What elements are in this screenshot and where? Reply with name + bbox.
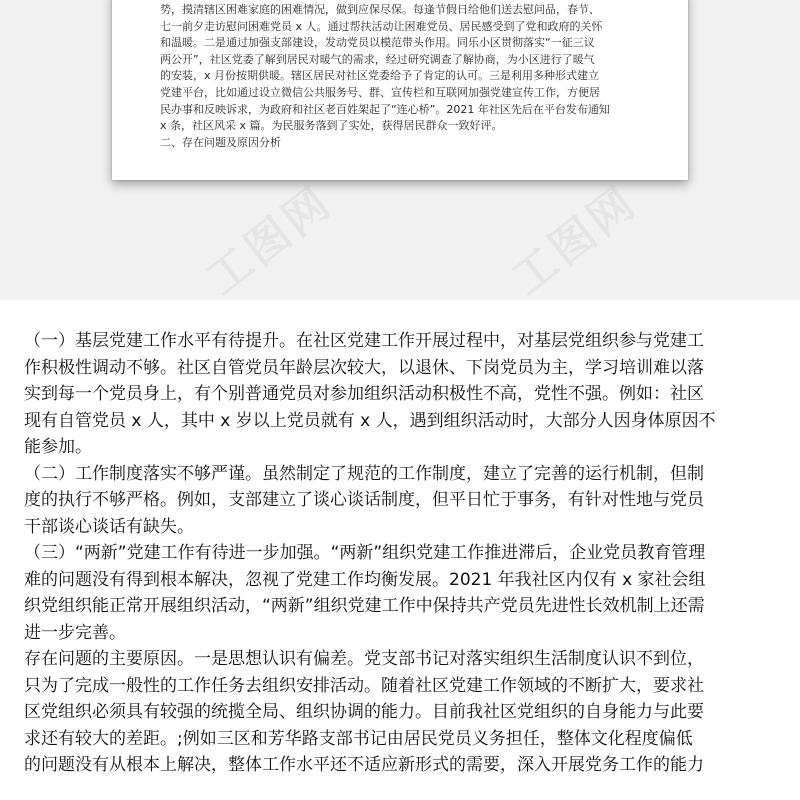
paragraph-line: 进一步完善。 (24, 622, 126, 643)
preview-line: 势，摸清辖区困难家庭的困难情况，做到应保尽保。每逢节假日给他们送去慰问品，春节、 (160, 3, 600, 16)
paragraph-line: 度的执行不够严格。例如，支部建立了谈心谈话制度，但平日忙于事务，有针对性地与党员 (24, 490, 704, 510)
preview-line: x 条，社区风采 x 篇。为民服务落到了实处，获得居民群众一致好评。 (160, 119, 503, 133)
paragraph-line: 织党组织能正常开展组织活动，“两新”组织党建工作中保持共产党员先进性长效机制上还需 (24, 596, 705, 616)
paragraph-line: 作积极性调动不够。社区自管党员年龄层次较大，以退休、下岗党员为主，学习培训难以落 (24, 357, 704, 378)
paragraph-line: （三）“两新”党建工作有待进一步加强。“两新”组织党建工作推进滞后，企业党员教育管理 (24, 543, 706, 563)
watermark: 工图网 (197, 176, 343, 305)
main-text (24, 328, 780, 779)
paragraph-line: 的问题没有从根本上解决，整体工作水平还不适应新形式的需要，深入开展党务工作的能力 (24, 755, 704, 775)
paragraph-line: 存在问题的主要原因。一是思想认识有偏差。党支部书记对落实组织生活制度认识不到位， (24, 649, 704, 669)
document-preview-card (112, 0, 688, 180)
preview-section-heading: 二、存在问题及原因分析 (160, 135, 281, 149)
preview-text (160, 0, 650, 151)
paragraph-line: 能参加。 (24, 437, 92, 457)
watermark: 工图网 (502, 176, 648, 305)
paragraph-line: 区党组织必须具有较强的统揽全局、组织协调的能力。目前我社区党组织的自身能力与此要 (24, 702, 704, 722)
paragraph-line: （一）基层党建工作水平有待提升。在社区党建工作开展过程中，对基层党组织参与党建工 (24, 331, 704, 351)
preview-line-clipped (160, 0, 650, 2)
preview-line: 党建平台，比如通过设立微信公共服务号、群、宣传栏和互联网加强党建宣传工作，方便居 (160, 85, 600, 99)
paragraph-line: 现有自管党员 x 人，其中 x 岁以上党员就有 x 人，遇到组织活动时，大部分人因身体原因不 (24, 410, 716, 431)
preview-line: 的安装，x 月份按期供暖。辖区居民对社区党委给予了肯定的认可。三是利用多种形式建立 (160, 69, 600, 83)
preview-background (0, 0, 800, 305)
paragraph-line: 实到每一个党员身上，有个别普通党员对参加组织活动积极性不高，党性不强。例如：社区 (24, 384, 704, 404)
preview-line: 两公开”，社区党委了解到居民对暖气的需求，经过研究调查了解协商，为小区进行了暖气 (160, 52, 595, 66)
paragraph-line: 求还有较大的差距。;例如三区和芳华路支部书记由居民党员义务担任，整体文化程度偏低 (24, 728, 693, 749)
preview-line: 民办事和反映诉求，为政府和社区老百姓架起了“连心桥”。2021 年社区先后在平台发布通知 (160, 102, 610, 116)
preview-line: 和温暖。二是通过加强支部建设，发动党员以模范带头作用。同乐小区贯彻落实“一征三议 (160, 36, 595, 50)
paragraph-line: 难的问题没有得到根本解决，忽视了党建工作均衡发展。2021 年我社区内仅有 x 家社会组 (24, 569, 706, 590)
paragraph-line: 只为了完成一般性的工作任务去组织安排活动。随着社区党建工作领域的不断扩大，要求社 (24, 675, 704, 696)
preview-line: 七一前夕走访慰问困难党员 x 人。通过帮扶活动让困难党员、居民感受到了党和政府的关怀 (160, 19, 603, 33)
paragraph-line: （二）工作制度落实不够严谨。虽然制定了规范的工作制度，建立了完善的运行机制，但制 (24, 463, 704, 484)
paragraph-line: 干部谈心谈话有缺失。 (24, 516, 194, 537)
